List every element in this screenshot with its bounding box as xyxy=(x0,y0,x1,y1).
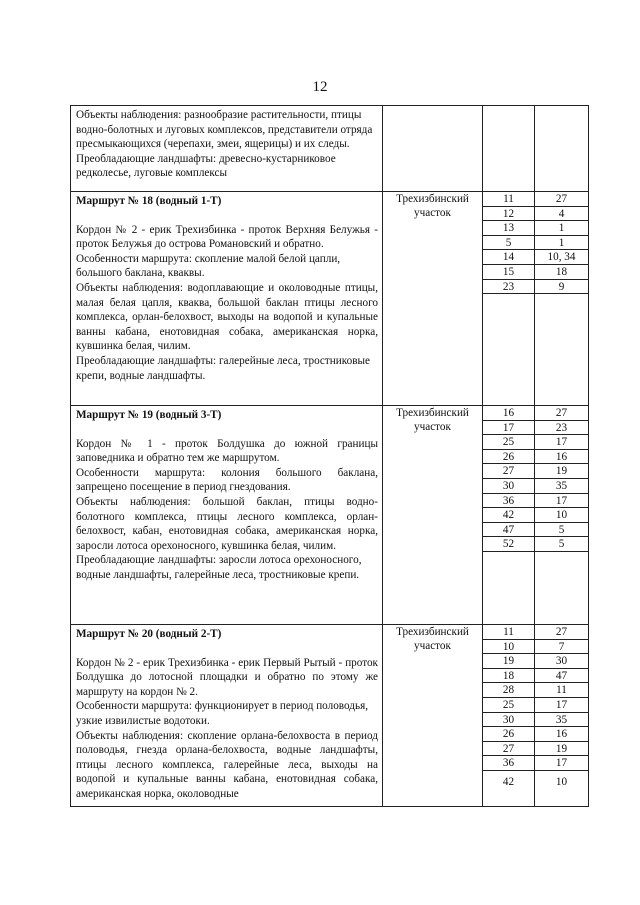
number-value: 10 xyxy=(483,640,534,655)
area-cell: Трехизбинский участок xyxy=(383,192,483,406)
number-value: 14 xyxy=(483,250,534,265)
number-value: 17 xyxy=(535,494,588,509)
number-value: 30 xyxy=(483,713,534,728)
routes-table xyxy=(70,105,589,807)
paragraph: Преобладающие ландшафты: галерейные леса, тростниковые крепи, водные ландшафты. xyxy=(76,354,370,382)
route-title: Маршрут № 18 (водный 1-Т) xyxy=(76,195,222,207)
number-value: 42 xyxy=(483,508,534,523)
number-value: 5 xyxy=(535,537,588,552)
number-value: 18 xyxy=(483,669,534,684)
route-description-cell xyxy=(71,625,383,807)
number-value: 27 xyxy=(535,192,588,207)
number-value: 35 xyxy=(535,479,588,494)
number-value: 17 xyxy=(535,698,588,713)
number-column-b xyxy=(535,192,589,406)
number-column-a xyxy=(483,625,535,807)
area-cell: Трехизбинский участок xyxy=(383,406,483,625)
number-value: 1 xyxy=(535,236,588,251)
number-value: 7 xyxy=(535,640,588,655)
number-value: 16 xyxy=(483,406,534,421)
page-number: 12 xyxy=(312,79,328,95)
paragraph: Кордон № 2 - ерик Трехизбинка - ерик Первый Рытый - проток Болдушка до лотосной площадки и обратно по этому же маршруту на кордон № 2. xyxy=(76,656,378,698)
paragraph: Кордон № 1 - проток Болдушка до южной границы заповедника и обратно тем же маршрутом. xyxy=(76,437,378,465)
number-value: 35 xyxy=(535,713,588,728)
number-value: 25 xyxy=(483,435,534,450)
number-value: 52 xyxy=(483,537,534,552)
number-value: 17 xyxy=(535,756,588,771)
number-value: 4 xyxy=(535,207,588,222)
route-description-cell xyxy=(71,192,383,406)
number-cell xyxy=(535,106,589,192)
number-value: 19 xyxy=(535,464,588,479)
number-value: 19 xyxy=(535,742,588,757)
paragraph: Преобладающие ландшафты: заросли лотоса орехоносного, водные ландшафты, галерейные леса, тростниковые крепи. xyxy=(76,554,362,581)
number-value: 30 xyxy=(483,479,534,494)
number-value: 25 xyxy=(483,698,534,713)
number-value: 10 xyxy=(555,775,568,788)
number-column-a xyxy=(483,406,535,625)
number-value: 26 xyxy=(483,450,534,465)
table-row xyxy=(71,406,589,625)
paragraph: Объекты наблюдения: разнообразие растительности, птицы водно-болотных и луговых комплексов, представители отряда пресмыкающихся (черепахи, змеи, ящерицы) и их следы. xyxy=(76,109,373,151)
number-value: 27 xyxy=(535,625,588,640)
number-value: 28 xyxy=(483,683,534,698)
route-title: Маршрут № 19 (водный 3-Т) xyxy=(76,409,222,421)
paragraph: Объекты наблюдения: скопление орлана-белохвоста в период половодья, гнезда орлана-белохвоста, водные ландшафты, птицы лесного комплекса, галерейные леса, выходы на водопой и купальные ванны кабана, енотовидная собака, американская норка, околоводные xyxy=(76,729,378,800)
number-value: 19 xyxy=(483,654,534,669)
paragraph: Особенности маршрута: скопление малой белой цапли, большого баклана, кваквы. xyxy=(76,252,341,280)
number-value: 47 xyxy=(483,523,534,538)
area-cell xyxy=(383,106,483,192)
number-value: 17 xyxy=(483,421,534,436)
number-value: 9 xyxy=(535,280,588,295)
number-value: 17 xyxy=(535,435,588,450)
number-value: 10, 34 xyxy=(535,250,588,265)
number-value: 27 xyxy=(483,464,534,479)
number-value: 26 xyxy=(483,727,534,742)
number-value: 11 xyxy=(483,192,534,207)
number-value: 23 xyxy=(535,421,588,436)
number-value: 30 xyxy=(535,654,588,669)
number-cell xyxy=(483,106,535,192)
route-description-cell xyxy=(71,406,383,625)
number-column-a xyxy=(483,192,535,406)
number-value: 36 xyxy=(483,494,534,509)
paragraph: Особенности маршрута: колония большого баклана, запрещено посещение в период гнездования. xyxy=(76,466,378,494)
number-value: 36 xyxy=(483,756,534,771)
paragraph: Объекты наблюдения: водоплавающие и околоводные птицы, малая белая цапля, кваква, большой баклан птицы лесного комплекса, орлан-белохвост, выходы на водопой и купальные ванны кабана, енотовидная собака, американская норка, кувшинка белая, чилим. xyxy=(76,281,378,353)
area-cell: Трехизбинский участок xyxy=(383,625,483,807)
number-value: 10 xyxy=(535,508,588,523)
number-value: 12 xyxy=(483,207,534,222)
number-value: 11 xyxy=(483,625,534,640)
paragraph: Преобладающие ландшафты: древесно-кустарниковое редколесье, луговые комплексы xyxy=(76,152,336,180)
number-value: 13 xyxy=(483,221,534,236)
number-value: 15 xyxy=(483,265,534,280)
number-value: 18 xyxy=(535,265,588,280)
number-value: 27 xyxy=(483,742,534,757)
number-value: 5 xyxy=(483,236,534,251)
number-column-b xyxy=(535,406,589,625)
paragraph: Особенности маршрута: функционирует в период половодья, узкие извилистые водотоки. xyxy=(76,700,369,727)
number-value: 42 xyxy=(502,775,515,788)
number-value: 16 xyxy=(535,450,588,465)
number-value: 27 xyxy=(535,406,588,421)
paragraph: Объекты наблюдения: большой баклан, птицы водно-болотного комплекса, птицы лесного комплекса, орлан-белохвост, кабан, енотовидная собака, американская норка, заросли лотоса орехоносного, кувшинка белая, чилим. xyxy=(76,495,378,552)
number-value: 23 xyxy=(483,280,534,295)
route-description-cell xyxy=(71,106,383,192)
table-row xyxy=(71,192,589,406)
number-column-b xyxy=(535,625,589,807)
table-row xyxy=(71,625,589,807)
number-value: 1 xyxy=(535,221,588,236)
number-value: 16 xyxy=(535,727,588,742)
route-title: Маршрут № 20 (водный 2-Т) xyxy=(76,628,222,640)
number-value: 5 xyxy=(535,523,588,538)
number-value: 47 xyxy=(535,669,588,684)
table-row xyxy=(71,106,589,192)
paragraph: Кордон № 2 - ерик Трехизбинка - проток Верхняя Белужья - проток Белужья до острова Романовский и обратно. xyxy=(76,223,378,251)
number-value: 11 xyxy=(535,683,588,698)
